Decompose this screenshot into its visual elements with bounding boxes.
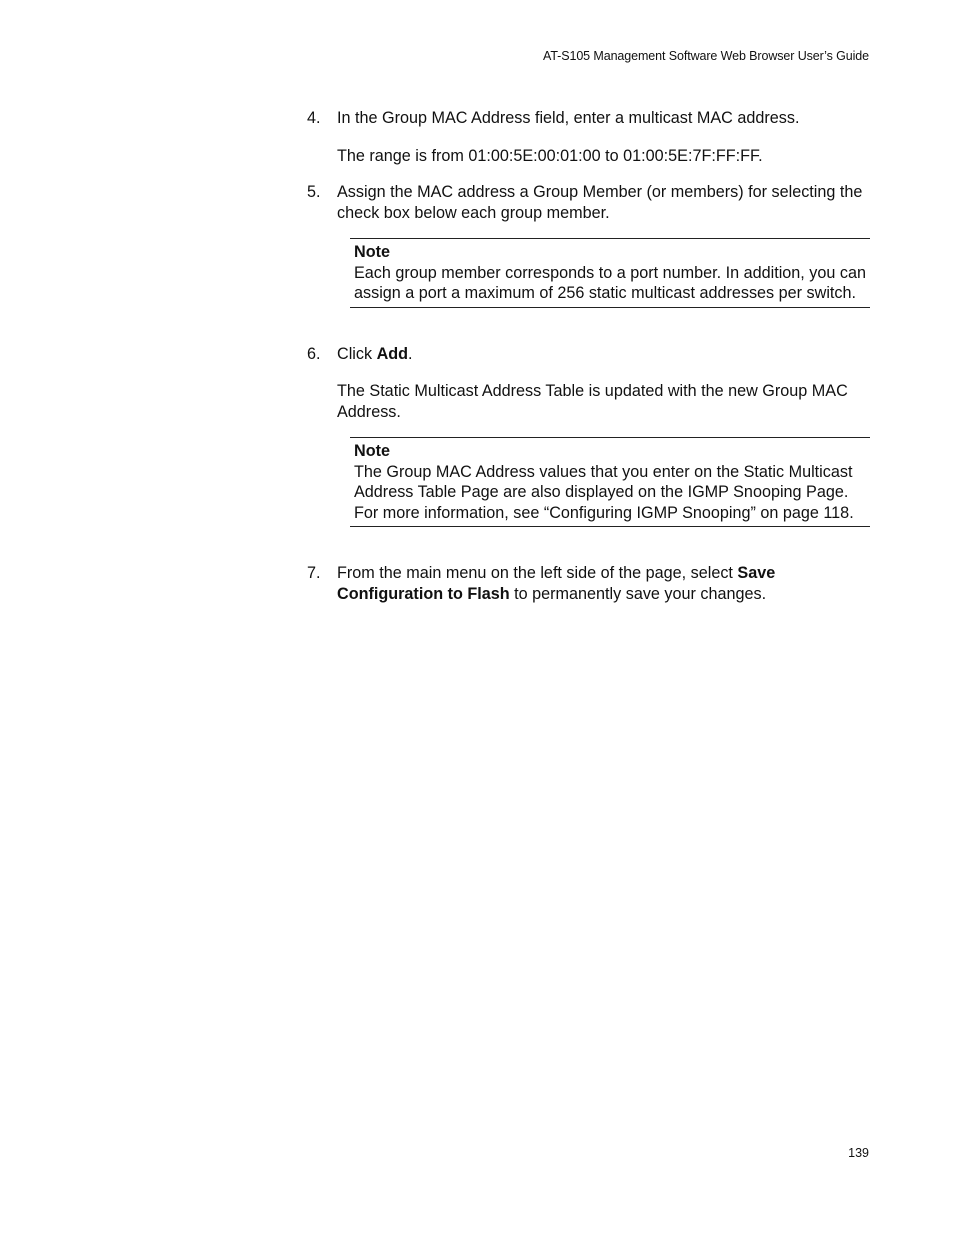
note-text: The Group MAC Address values that you enter on the Static Multicast Address Table Page are also displayed on the IGMP Snooping Page. For more information, see “Configuring IGMP Snooping” on page 118. <box>354 462 854 522</box>
step-text-after: . <box>408 344 413 363</box>
save-configuration-command: Save Configuration to Flash <box>337 564 776 603</box>
step-text-after: to permanently save your changes. <box>509 584 767 603</box>
step-number: 5. <box>307 183 321 201</box>
step-text-before: Click <box>337 344 377 363</box>
step-text: In the Group MAC Address field, enter a multicast MAC address. <box>337 109 800 127</box>
step-5 <box>307 182 870 223</box>
document-body <box>307 108 870 604</box>
step-6 <box>307 344 870 423</box>
note-label: Note <box>354 243 390 261</box>
step-number: 4. <box>307 109 321 127</box>
note-label: Note <box>354 442 390 460</box>
step-number: 6. <box>307 344 321 363</box>
step-text: Assign the MAC address a Group Member (or members) for selecting the check box below each group member. <box>337 183 863 222</box>
step-4 <box>307 108 870 166</box>
note-box <box>350 437 870 527</box>
note-text: Each group member corresponds to a port number. In addition, you can assign a port a maximum of 256 static multicast addresses per switch. <box>354 263 867 302</box>
running-header: AT-S105 Management Software Web Browser User’s Guide <box>543 49 869 63</box>
step-detail: The Static Multicast Address Table is updated with the new Group MAC Address. <box>337 382 848 421</box>
step-number: 7. <box>307 564 321 582</box>
step-detail: The range is from 01:00:5E:00:01:00 to 01:00:5E:7F:FF:FF. <box>337 146 763 165</box>
step-text-before: From the main menu on the left side of the page, select <box>337 564 738 582</box>
step-text <box>337 563 870 604</box>
add-command: Add <box>376 344 409 363</box>
step-text <box>337 344 870 365</box>
note-box <box>350 238 870 308</box>
page-number: 139 <box>848 1146 869 1160</box>
step-7 <box>307 563 870 604</box>
